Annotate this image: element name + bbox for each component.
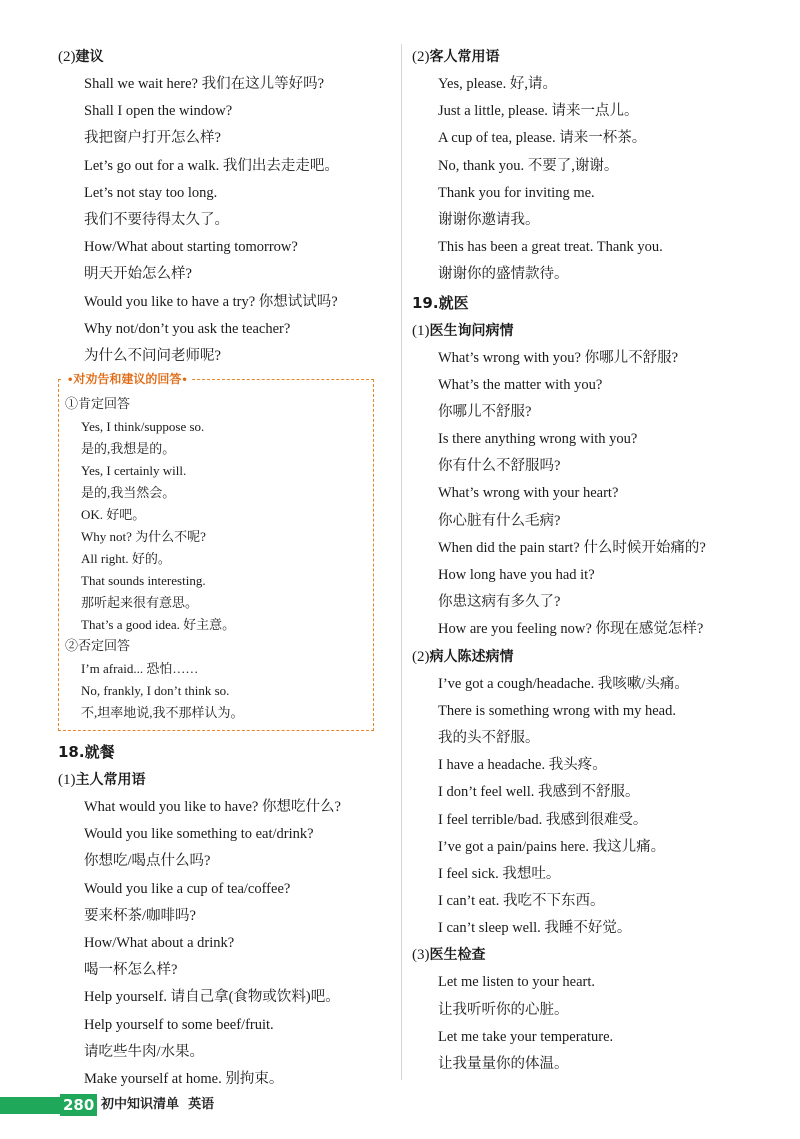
host-phrases-list — [58, 794, 393, 1093]
advice-line: Let’s not stay too long. — [84, 184, 218, 201]
advice-list — [58, 71, 393, 370]
host-line: 喝一杯怎么样? — [84, 962, 178, 979]
guest-line: 谢谢你邀请我。 — [438, 211, 540, 228]
left-column — [58, 44, 393, 1093]
patient-line: I feel terrible/bad. 我感到很难受。 — [438, 811, 648, 828]
reply-line: 那听起来很有意思。 — [81, 595, 199, 611]
doctor-asks-heading: (1)医生询问病情 — [412, 322, 514, 339]
host-line: Help yourself. 请自己拿(食物或饮料)吧。 — [84, 989, 340, 1006]
advice-line: 我把窗户打开怎么样? — [84, 130, 221, 147]
host-line: 要来杯茶/咖啡吗? — [84, 907, 196, 924]
guest-line: Just a little, please. 请来一点儿。 — [438, 103, 639, 120]
guest-line: This has been a great treat. Thank you. — [438, 239, 663, 256]
advice-line: How/What about starting tomorrow? — [84, 239, 298, 256]
advice-line: 为什么不问问老师呢? — [84, 347, 221, 364]
guest-line: 谢谢你的盛情款待。 — [438, 266, 569, 283]
guest-line: No, thank you. 不要了,谢谢。 — [438, 157, 619, 174]
footer-title — [101, 1094, 214, 1116]
doctor-ask-line: Is there anything wrong with you? — [438, 431, 638, 448]
doctor-ask-line: How long have you had it? — [438, 567, 595, 583]
advice-line: 我们不要待得太久了。 — [84, 211, 229, 228]
right-column — [412, 44, 762, 1078]
patient-line: I can’t eat. 我吃不下东西。 — [438, 893, 605, 910]
patient-describes-list — [412, 671, 762, 943]
reply-line: No, frankly, I don’t think so. — [81, 683, 230, 699]
reply-line: 是的,我当然会。 — [81, 485, 176, 501]
exam-line: 让我量量你的体温。 — [438, 1056, 569, 1072]
negative-answer-label: ②否定回答 — [65, 639, 131, 655]
advice-line: Shall I open the window? — [84, 103, 233, 120]
reply-line: 是的,我想是的。 — [81, 441, 176, 457]
column-divider — [401, 44, 402, 1080]
advice-heading: (2)建议 — [58, 49, 104, 65]
doctor-asks-list — [412, 345, 762, 644]
host-line: Would you like a cup of tea/coffee? — [84, 880, 291, 897]
subject-label: 英语 — [188, 1097, 215, 1112]
book-title: 初中知识清单 — [101, 1097, 180, 1112]
host-line: What would you like to have? 你想吃什么? — [84, 799, 341, 816]
exam-line: Let me take your temperature. — [438, 1028, 614, 1045]
section-title-doctor: 19.就医 — [412, 293, 469, 312]
bullet-icon: • — [67, 375, 74, 387]
advice-line: Let’s go out for a walk. 我们出去走走吧。 — [84, 157, 339, 174]
host-phrases-heading: (1)主人常用语 — [58, 772, 146, 789]
host-line: How/What about a drink? — [84, 935, 235, 951]
patient-line: I feel sick. 我想吐。 — [438, 865, 561, 882]
host-line: 你想吃/喝点什么吗? — [84, 853, 211, 870]
advice-line: Shall we wait here? 我们在这儿等好吗? — [84, 76, 324, 92]
host-line: Help yourself to some beef/fruit. — [84, 1016, 274, 1033]
doctor-ask-line: What’s wrong with your heart? — [438, 485, 619, 502]
reply-line: Yes, I certainly will. — [81, 463, 187, 479]
doctor-exam-list — [412, 969, 762, 1078]
advice-line: Why not/don’t you ask the teacher? — [84, 320, 291, 337]
reply-line: All right. 好的。 — [81, 551, 171, 567]
patient-describes-heading: (2)病人陈述病情 — [412, 648, 514, 665]
host-line: Make yourself at home. 别拘束。 — [84, 1070, 284, 1087]
positive-answer-label: ①肯定回答 — [65, 397, 131, 413]
patient-line: I have a headache. 我头疼。 — [438, 757, 607, 774]
doctor-ask-line: When did the pain start? 什么时候开始痛的? — [438, 539, 706, 556]
guest-line: Yes, please. 好,请。 — [438, 76, 557, 92]
section-title-dining: 18.就餐 — [58, 743, 115, 762]
bullet-icon: • — [181, 375, 188, 387]
reply-line: That sounds interesting. — [81, 573, 206, 589]
guest-line: A cup of tea, please. 请来一杯茶。 — [438, 130, 647, 147]
doctor-exam-heading: (3)医生检查 — [412, 947, 486, 964]
patient-line: I don’t feel well. 我感到不舒服。 — [438, 784, 640, 801]
doctor-ask-line: 你哪儿不舒服? — [438, 403, 532, 420]
reply-line: OK. 好吧。 — [81, 507, 146, 523]
patient-line: There is something wrong with my head. — [438, 702, 676, 719]
guest-phrases-list — [412, 71, 762, 289]
doctor-ask-line: How are you feeling now? 你现在感觉怎样? — [438, 621, 704, 638]
page-number: 280 — [60, 1094, 97, 1116]
patient-line: I’ve got a pain/pains here. 我这儿痛。 — [438, 838, 666, 855]
reply-box — [58, 372, 374, 731]
advice-line: Would you like to have a try? 你想试试吗? — [84, 293, 338, 310]
doctor-ask-line: 你有什么不舒服吗? — [438, 458, 561, 475]
host-line: 请吃些牛肉/水果。 — [84, 1043, 205, 1060]
guest-line: Thank you for inviting me. — [438, 184, 595, 201]
doctor-ask-line: 你心脏有什么毛病? — [438, 512, 561, 529]
doctor-ask-line: What’s wrong with you? 你哪儿不舒服? — [438, 349, 679, 366]
patient-line: 我的头不舒服。 — [438, 729, 540, 746]
reply-line: I’m afraid... 恐怕…… — [81, 661, 199, 677]
patient-line: I’ve got a cough/headache. 我咳嗽/头痛。 — [438, 675, 689, 692]
doctor-ask-line: What’s the matter with you? — [438, 376, 603, 393]
guest-phrases-heading: (2)客人常用语 — [412, 49, 500, 65]
reply-line: 不,坦率地说,我不那样认为。 — [81, 705, 244, 721]
reply-box-title: •对劝告和建议的回答• — [63, 370, 192, 387]
doctor-ask-line: 你患这病有多久了? — [438, 594, 561, 611]
advice-line: 明天开始怎么样? — [84, 266, 192, 283]
reply-line: Why not? 为什么不呢? — [81, 529, 206, 545]
host-line: Would you like something to eat/drink? — [84, 826, 314, 843]
reply-line: That’s a good idea. 好主意。 — [81, 617, 236, 633]
exam-line: Let me listen to your heart. — [438, 974, 596, 991]
exam-line: 让我听听你的心脏。 — [438, 1001, 569, 1018]
patient-line: I can’t sleep well. 我睡不好觉。 — [438, 920, 632, 937]
reply-line: Yes, I think/suppose so. — [81, 419, 205, 435]
